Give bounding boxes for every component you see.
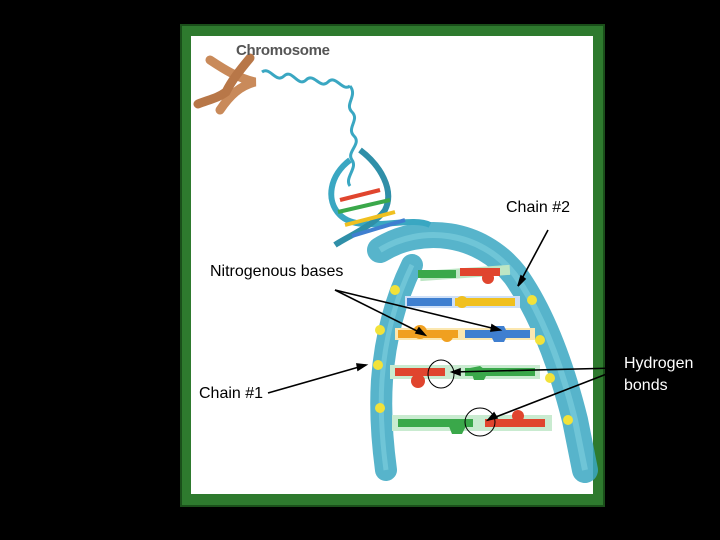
chromosome-icon	[198, 58, 255, 110]
nitrogenous-bases-label: Nitrogenous bases	[210, 263, 344, 280]
hydrogen-bonds-label-line2: bonds	[624, 377, 668, 394]
chain-1-label: Chain #1	[199, 385, 264, 402]
chromosome-title: Chromosome	[236, 42, 330, 59]
chain-2-label: Chain #2	[506, 199, 571, 216]
hydrogen-bonds-label-line1: Hydrogen	[624, 355, 694, 372]
